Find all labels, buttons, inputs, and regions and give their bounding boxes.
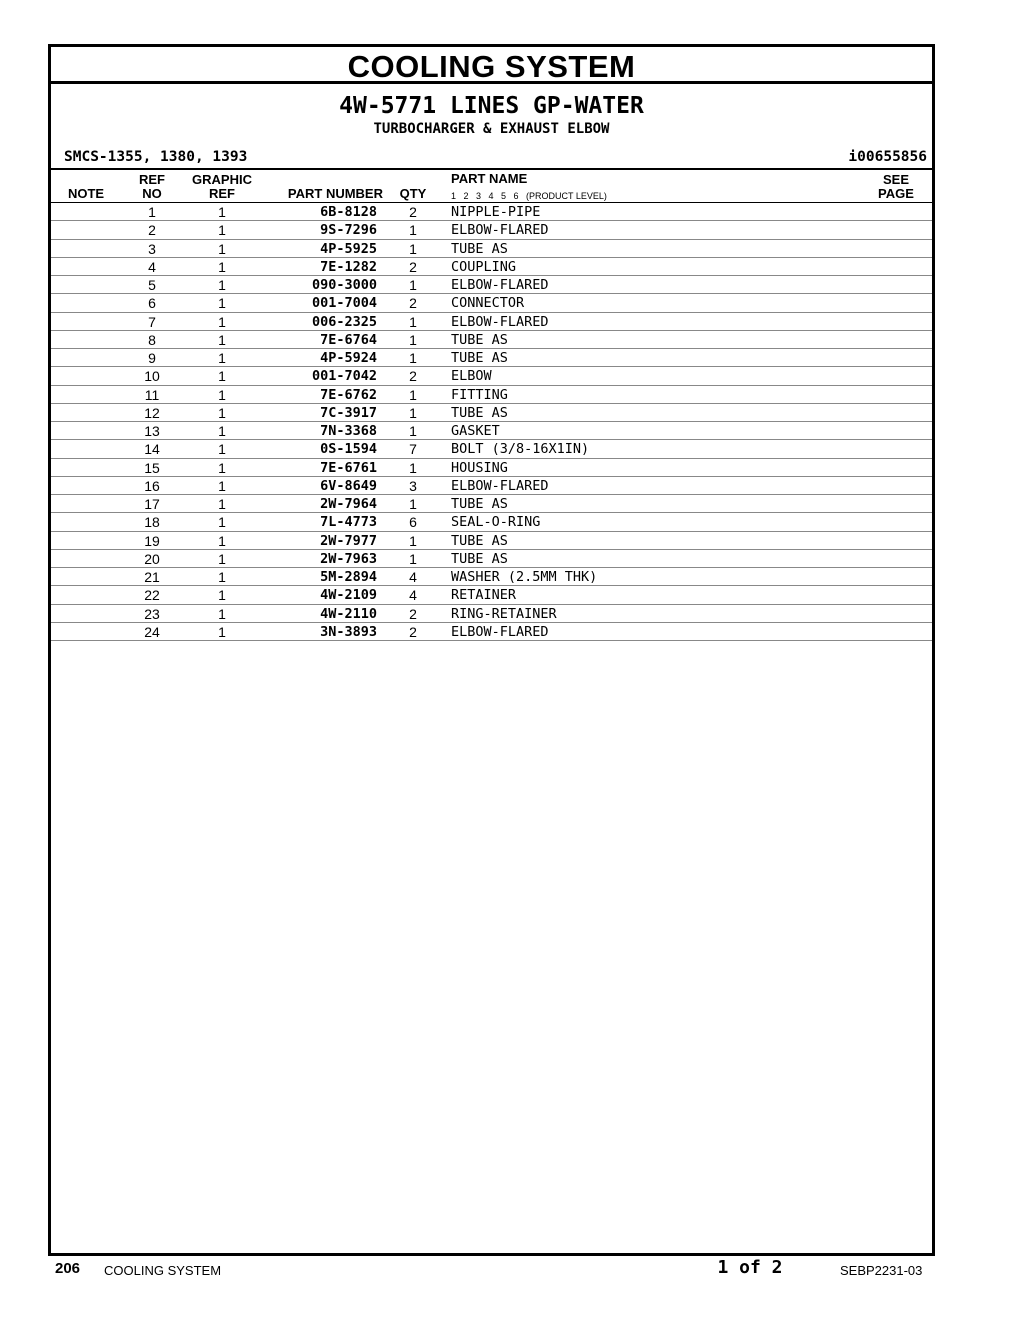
col-header-qty: QTY — [399, 186, 427, 201]
part-number-cell: 001-7042 — [311, 368, 377, 385]
ref-no-cell: 16 — [144, 477, 160, 494]
ref-no-cell: 1 — [148, 204, 156, 220]
part-number-cell: 6V-8649 — [320, 477, 377, 494]
ref-no-cell: 8 — [148, 331, 156, 348]
parts-table-body — [51, 203, 932, 641]
graphic-ref-cell: 1 — [218, 368, 226, 385]
part-name-cell: RETAINER — [451, 587, 517, 604]
table-row — [51, 331, 932, 349]
qty-cell: 1 — [409, 423, 417, 439]
qty-cell: 1 — [409, 532, 417, 549]
part-name-cell: BOLT (3/8-16X1IN) — [451, 441, 590, 458]
table-row — [51, 294, 932, 312]
qty-cell: 1 — [409, 459, 417, 476]
ref-no-cell: 11 — [144, 386, 160, 403]
graphic-ref-cell: 1 — [218, 605, 226, 622]
ref-no-cell: 14 — [144, 441, 160, 458]
qty-cell: 2 — [409, 368, 417, 385]
part-name-cell: GASKET — [451, 423, 500, 439]
group-subtitle: TURBOCHARGER & EXHAUST ELBOW — [373, 121, 610, 137]
part-number-cell: 7L-4773 — [320, 514, 377, 531]
table-row — [51, 532, 932, 550]
qty-cell: 1 — [409, 331, 417, 348]
table-row — [51, 240, 932, 258]
part-name-cell: ELBOW-FLARED — [451, 477, 549, 494]
qty-cell: 1 — [409, 350, 417, 366]
col-header-see-page — [866, 173, 926, 201]
table-row — [51, 477, 932, 495]
graphic-ref-cell: 1 — [218, 277, 226, 293]
section-title: COOLING SYSTEM — [51, 47, 932, 84]
part-name-cell: SEAL-O-RING — [451, 514, 541, 531]
part-name-cell: TUBE AS — [451, 350, 508, 366]
table-row — [51, 386, 932, 404]
table-row — [51, 605, 932, 623]
qty-cell: 2 — [409, 204, 417, 220]
ref-no-cell: 13 — [144, 423, 160, 439]
ref-no-cell: 17 — [144, 496, 160, 512]
graphic-ref-cell: 1 — [218, 496, 226, 512]
table-row — [51, 586, 932, 604]
col-header-graphic-top: GRAPHIC — [192, 172, 252, 187]
table-row — [51, 422, 932, 440]
graphic-ref-cell: 1 — [218, 350, 226, 366]
table-row — [51, 513, 932, 531]
qty-cell: 4 — [409, 587, 417, 604]
qty-cell: 1 — [409, 277, 417, 293]
qty-cell: 1 — [409, 313, 417, 330]
col-header-part-number: PART NUMBER — [287, 186, 383, 201]
header-divider — [51, 168, 932, 170]
part-name-cell: NIPPLE-PIPE — [451, 204, 541, 220]
ref-no-cell: 20 — [144, 550, 160, 567]
part-name-cell: CONNECTOR — [451, 295, 525, 312]
ref-no-cell: 9 — [148, 350, 156, 366]
table-row — [51, 203, 932, 221]
part-number-cell: 090-3000 — [311, 277, 377, 293]
footer-section: COOLING SYSTEM — [104, 1263, 222, 1278]
graphic-ref-cell: 1 — [218, 222, 226, 239]
part-number-cell: 3N-3893 — [320, 623, 377, 640]
part-name-cell: TUBE AS — [451, 532, 508, 549]
table-row — [51, 404, 932, 422]
graphic-ref-cell: 1 — [218, 423, 226, 439]
graphic-ref-cell: 1 — [218, 204, 226, 220]
part-number-cell: 7E-1282 — [320, 258, 377, 275]
part-name-cell: WASHER (2.5MM THK) — [451, 569, 598, 585]
qty-cell: 1 — [409, 386, 417, 403]
table-row — [51, 459, 932, 477]
parts-page-frame — [48, 44, 935, 1256]
part-name-cell: ELBOW-FLARED — [451, 313, 549, 330]
part-name-cell: COUPLING — [451, 258, 517, 275]
qty-cell: 2 — [409, 623, 417, 640]
table-row — [51, 258, 932, 276]
part-number-cell: 0S-1594 — [320, 441, 377, 458]
part-number-cell: 6B-8128 — [320, 204, 377, 220]
graphic-ref-cell: 1 — [218, 569, 226, 585]
graphic-ref-cell: 1 — [218, 331, 226, 348]
part-number-cell: 7E-6764 — [320, 331, 377, 348]
ref-no-cell: 22 — [144, 587, 160, 604]
col-header-part-name: PART NAME — [451, 171, 528, 186]
part-number-cell: 2W-7963 — [320, 550, 377, 567]
part-name-cell: RING-RETAINER — [451, 605, 557, 622]
table-row — [51, 367, 932, 385]
part-name-cell: ELBOW-FLARED — [451, 277, 549, 293]
part-number-cell: 4W-2110 — [320, 605, 377, 622]
qty-cell: 1 — [409, 496, 417, 512]
graphic-ref-cell: 1 — [218, 550, 226, 567]
graphic-ref-cell: 1 — [218, 258, 226, 275]
ref-no-cell: 21 — [144, 569, 160, 585]
part-name-cell: TUBE AS — [451, 550, 508, 567]
qty-cell: 6 — [409, 514, 417, 531]
table-row — [51, 623, 932, 641]
part-name-cell: TUBE AS — [451, 240, 508, 257]
graphic-ref-cell: 1 — [218, 623, 226, 640]
part-number-cell: 7E-6761 — [320, 459, 377, 476]
col-header-product-levels: 1 2 3 4 5 6 (PRODUCT LEVEL) — [451, 191, 607, 201]
ref-no-cell: 23 — [144, 605, 160, 622]
graphic-ref-cell: 1 — [218, 532, 226, 549]
qty-cell: 1 — [409, 222, 417, 239]
part-number-cell: 2W-7977 — [320, 532, 377, 549]
graphic-ref-cell: 1 — [218, 587, 226, 604]
table-row — [51, 568, 932, 586]
graphic-ref-cell: 1 — [218, 404, 226, 421]
table-row — [51, 313, 932, 331]
part-name-cell: ELBOW-FLARED — [451, 222, 549, 239]
qty-cell: 2 — [409, 605, 417, 622]
part-name-cell: TUBE AS — [451, 404, 508, 421]
col-header-graphic-ref — [187, 173, 257, 201]
graphic-ref-cell: 1 — [218, 240, 226, 257]
part-name-cell: TUBE AS — [451, 496, 508, 512]
ref-no-cell: 2 — [148, 222, 156, 239]
col-header-ref-no-bottom: NO — [142, 186, 162, 201]
part-number-cell: 4P-5925 — [320, 240, 377, 257]
qty-cell: 2 — [409, 295, 417, 312]
graphic-ref-cell: 1 — [218, 441, 226, 458]
part-number-cell: 9S-7296 — [320, 222, 377, 239]
col-header-see-bottom: PAGE — [878, 186, 914, 201]
col-header-ref-no — [127, 173, 177, 201]
graphic-ref-cell: 1 — [218, 313, 226, 330]
part-name-cell: TUBE AS — [451, 331, 508, 348]
ref-no-cell: 15 — [144, 459, 160, 476]
smcs-codes: SMCS-1355, 1380, 1393 — [64, 149, 248, 165]
col-header-see-top: SEE — [882, 172, 909, 187]
part-name-cell: ELBOW — [451, 368, 492, 385]
ref-no-cell: 18 — [144, 514, 160, 531]
part-number-cell: 4P-5924 — [320, 350, 377, 366]
table-row — [51, 221, 932, 239]
table-row — [51, 276, 932, 294]
part-number-cell: 2W-7964 — [320, 496, 377, 512]
ref-no-cell: 24 — [144, 623, 160, 640]
ref-no-cell: 3 — [148, 240, 156, 257]
part-number-cell: 4W-2109 — [320, 587, 377, 604]
table-row — [51, 440, 932, 458]
part-number-cell: 001-7004 — [311, 295, 377, 312]
qty-cell: 4 — [409, 569, 417, 585]
part-number-cell: 7N-3368 — [320, 423, 377, 439]
ref-no-cell: 10 — [144, 368, 160, 385]
qty-cell: 2 — [409, 258, 417, 275]
qty-cell: 1 — [409, 240, 417, 257]
footer-page-number: 206 — [55, 1260, 81, 1277]
part-number-cell: 7C-3917 — [320, 404, 377, 421]
table-row — [51, 550, 932, 568]
part-number-cell: 006-2325 — [311, 313, 377, 330]
col-header-ref-no-top: REF — [139, 172, 165, 187]
part-number-cell: 5M-2894 — [320, 569, 377, 585]
qty-cell: 7 — [409, 441, 417, 458]
ref-no-cell: 5 — [148, 277, 156, 293]
qty-cell: 1 — [409, 404, 417, 421]
table-row — [51, 495, 932, 513]
graphic-ref-cell: 1 — [218, 459, 226, 476]
group-title: 4W-5771 LINES GP-WATER — [339, 93, 644, 119]
col-header-note: NOTE — [67, 186, 105, 201]
graphic-ref-cell: 1 — [218, 295, 226, 312]
qty-cell: 3 — [409, 477, 417, 494]
footer-sheet-count: 1 of 2 — [717, 1257, 783, 1278]
part-name-cell: HOUSING — [451, 459, 508, 476]
illustration-id: i00655856 — [848, 149, 927, 165]
ref-no-cell: 19 — [144, 532, 160, 549]
ref-no-cell: 4 — [148, 258, 156, 275]
table-row — [51, 349, 932, 367]
graphic-ref-cell: 1 — [218, 386, 226, 403]
graphic-ref-cell: 1 — [218, 477, 226, 494]
graphic-ref-cell: 1 — [218, 514, 226, 531]
ref-no-cell: 7 — [148, 313, 156, 330]
part-name-cell: ELBOW-FLARED — [451, 623, 549, 640]
ref-no-cell: 6 — [148, 295, 156, 312]
ref-no-cell: 12 — [144, 404, 160, 421]
part-name-cell: FITTING — [451, 386, 508, 403]
qty-cell: 1 — [409, 550, 417, 567]
footer-document-id: SEBP2231-03 — [840, 1263, 923, 1278]
part-number-cell: 7E-6762 — [320, 386, 377, 403]
col-header-graphic-bottom: REF — [209, 186, 235, 201]
